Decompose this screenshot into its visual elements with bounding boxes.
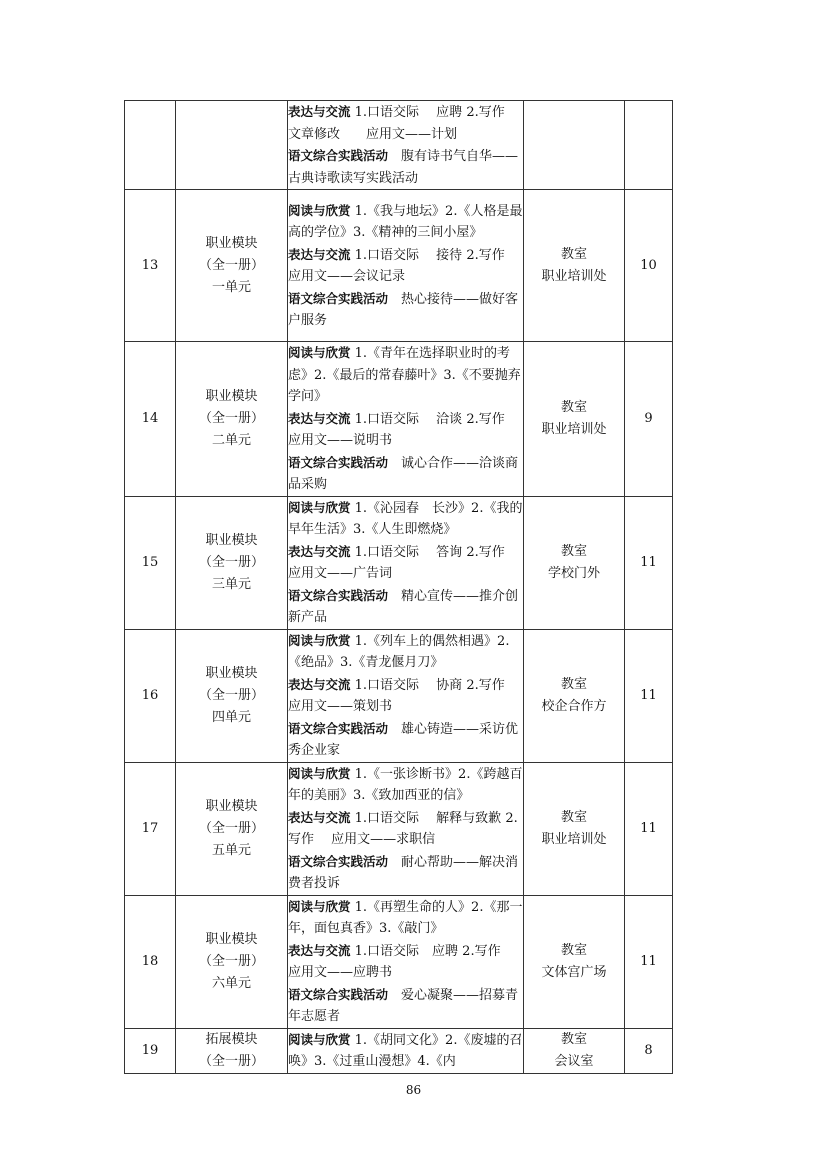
place-line: 职业培训处 (541, 421, 607, 437)
section-label: 表达与交流 (288, 676, 351, 692)
place-line: 教室 (560, 399, 587, 415)
section-label: 表达与交流 (288, 104, 351, 119)
unit-cell (176, 496, 288, 629)
table-row (125, 190, 673, 342)
unit-line: 职业模块 (205, 235, 258, 251)
place-line: 教室 (560, 676, 587, 692)
hours-cell: 8 (625, 1028, 673, 1073)
content-paragraph (288, 851, 523, 895)
place-cell (524, 190, 625, 342)
unit-line: 职业模块 (205, 388, 258, 404)
content-paragraph (288, 585, 523, 629)
unit-line: （全一册） (198, 687, 264, 703)
content-paragraph (288, 452, 523, 496)
section-text: 精心宣传——推介创新产品 (288, 588, 519, 625)
unit-line: （全一册） (198, 953, 264, 969)
content-paragraph (288, 984, 523, 1028)
section-label: 表达与交流 (288, 246, 351, 262)
row-number: 16 (125, 629, 176, 762)
content-paragraph (288, 718, 523, 762)
row-number: 15 (125, 496, 176, 629)
section-text: 爱心凝聚——招募青年志愿者 (288, 987, 519, 1024)
content-cell (288, 496, 524, 629)
content-paragraph (288, 145, 523, 189)
unit-line: 拓展模块 (205, 1031, 258, 1047)
content-paragraph (288, 408, 523, 452)
section-label: 阅读与欣赏 (288, 765, 351, 781)
section-text: 1.《列车上的偶然相遇》2.《绝品》3.《青龙偃月刀》 (288, 633, 510, 670)
table-row (125, 496, 673, 629)
place-line: 教室 (560, 246, 587, 262)
unit-cell (176, 1028, 288, 1073)
section-label: 语文综合实践活动 (288, 720, 389, 736)
section-text: 1.口语交际 接待 2.写作 应用文——会议记录 (288, 247, 518, 284)
content-paragraph (288, 497, 523, 541)
section-text: 1.口语交际 答询 2.写作 应用文——广告词 (288, 544, 522, 581)
section-label: 阅读与欣赏 (288, 898, 351, 914)
unit-line: 职业模块 (205, 798, 258, 814)
section-label: 表达与交流 (288, 942, 351, 958)
section-label: 表达与交流 (288, 410, 351, 426)
place-cell (524, 895, 625, 1028)
content-paragraph (288, 541, 523, 585)
row-number: 18 (125, 895, 176, 1028)
section-text: 腹有诗书气自华——古典诗歌读写实践活动 (288, 149, 519, 186)
section-label: 阅读与欣赏 (288, 632, 351, 648)
unit-line: 三单元 (211, 576, 251, 592)
section-text: 1.口语交际 解释与致歉 2.写作 应用文——求职信 (288, 810, 518, 847)
place-cell (524, 342, 625, 497)
place-line: 职业培训处 (541, 831, 607, 847)
hours-cell: 11 (625, 629, 673, 762)
section-text: 1.《再塑生命的人》2.《那一年，面包真香》3.《敲门》 (288, 899, 523, 936)
unit-line: （全一册） (198, 554, 264, 570)
unit-line: （全一册） (198, 1053, 264, 1069)
section-label: 语文综合实践活动 (288, 853, 389, 869)
unit-line: 职业模块 (205, 665, 258, 681)
content-cell (288, 629, 524, 762)
table-row (125, 101, 673, 190)
place-line: 校企合作方 (541, 698, 607, 714)
unit-cell (176, 762, 288, 895)
unit-line: 职业模块 (205, 532, 258, 548)
section-label: 语文综合实践活动 (288, 986, 389, 1002)
unit-line: 职业模块 (205, 931, 258, 947)
hours-cell: 10 (625, 190, 673, 342)
hours-cell: 11 (625, 895, 673, 1028)
section-text: 耐心帮助——解决消费者投诉 (288, 854, 519, 891)
unit-cell (176, 101, 288, 190)
table-row (125, 342, 673, 497)
place-line: 教室 (560, 1031, 587, 1047)
place-cell (524, 496, 625, 629)
unit-cell (176, 629, 288, 762)
section-text: 1.《一张诊断书》2.《跨越百年的美丽》3.《致加西亚的信》 (288, 766, 523, 803)
content-paragraph (288, 896, 523, 940)
content-paragraph (288, 200, 523, 244)
hours-cell: 9 (625, 342, 673, 497)
section-text: 诚心合作——洽谈商品采购 (288, 455, 519, 492)
unit-line: （全一册） (198, 820, 264, 836)
content-paragraph (288, 940, 523, 984)
course-schedule-table (124, 100, 673, 1074)
hours-cell: 11 (625, 762, 673, 895)
section-label: 表达与交流 (288, 809, 351, 825)
place-line: 职业培训处 (541, 268, 607, 284)
content-paragraph (288, 101, 523, 145)
unit-cell (176, 190, 288, 342)
row-number: 19 (125, 1028, 176, 1073)
content-paragraph (288, 630, 523, 674)
section-label: 语文综合实践活动 (288, 587, 389, 603)
content-paragraph (288, 288, 523, 332)
section-text: 1.《胡同文化》2.《废墟的召唤》3.《过重山漫想》4.《内 (288, 1032, 523, 1069)
hours-cell (625, 101, 673, 190)
section-label: 语文综合实践活动 (288, 148, 389, 163)
place-line: 文体宫广场 (541, 964, 607, 980)
place-line: 学校门外 (547, 565, 600, 581)
content-cell (288, 1028, 524, 1073)
table-row (125, 629, 673, 762)
unit-line: 一单元 (211, 279, 251, 295)
place-line: 会议室 (554, 1053, 594, 1069)
section-text: 热心接待——做好客户服务 (288, 291, 519, 328)
section-label: 表达与交流 (288, 543, 351, 559)
section-label: 阅读与欣赏 (288, 499, 351, 515)
unit-line: （全一册） (198, 410, 264, 426)
section-text: 1.口语交际 协商 2.写作 应用文——策划书 (288, 677, 522, 714)
content-paragraph (288, 1029, 523, 1073)
unit-line: 四单元 (211, 709, 251, 725)
section-label: 阅读与欣赏 (288, 345, 351, 360)
content-paragraph (288, 244, 523, 288)
content-cell (288, 190, 524, 342)
table-row (125, 762, 673, 895)
place-line: 教室 (560, 942, 587, 958)
table-row (125, 895, 673, 1028)
row-number (125, 101, 176, 190)
unit-line: 二单元 (211, 432, 251, 448)
page-number: 86 (405, 1083, 422, 1097)
content-cell (288, 342, 524, 497)
section-label: 阅读与欣赏 (288, 1031, 351, 1047)
content-cell (288, 101, 524, 190)
content-paragraph (288, 807, 523, 851)
row-number: 13 (125, 190, 176, 342)
place-line: 教室 (560, 809, 587, 825)
unit-line: 六单元 (211, 975, 251, 991)
section-text: 1.口语交际 应聘 2.写作 应用文——应聘书 (288, 943, 514, 980)
place-cell (524, 629, 625, 762)
section-text: 雄心铸造——采访优秀企业家 (288, 721, 519, 758)
place-line: 教室 (560, 543, 587, 559)
place-cell (524, 762, 625, 895)
section-label: 语文综合实践活动 (288, 290, 389, 306)
place-cell (524, 101, 625, 190)
place-cell (524, 1028, 625, 1073)
content-paragraph (288, 674, 523, 718)
section-text: 1.《我与地坛》2.《人格是最高的学位》3.《精神的三间小屋》 (288, 203, 523, 240)
content-paragraph (288, 763, 523, 807)
content-paragraph (288, 342, 523, 408)
section-text: 1.《沁园春 长沙》2.《我的早年生活》3.《人生即燃烧》 (288, 500, 523, 537)
table-row (125, 1028, 673, 1073)
content-cell (288, 762, 524, 895)
section-label: 语文综合实践活动 (288, 454, 389, 470)
row-number: 14 (125, 342, 176, 497)
row-number: 17 (125, 762, 176, 895)
content-cell (288, 895, 524, 1028)
section-text: 1.《青年在选择职业时的考虑》2.《最后的常春藤叶》3.《不要抛弃学问》 (288, 346, 521, 404)
unit-line: 五单元 (211, 842, 251, 858)
section-text: 1.口语交际 洽谈 2.写作 应用文——说明书 (288, 411, 522, 448)
section-label: 阅读与欣赏 (288, 202, 351, 218)
unit-line: （全一册） (198, 257, 264, 273)
section-text: 1.口语交际 应聘 2.写作 文章修改 应用文——计划 (288, 105, 518, 142)
unit-cell (176, 342, 288, 497)
hours-cell: 11 (625, 496, 673, 629)
unit-cell (176, 895, 288, 1028)
